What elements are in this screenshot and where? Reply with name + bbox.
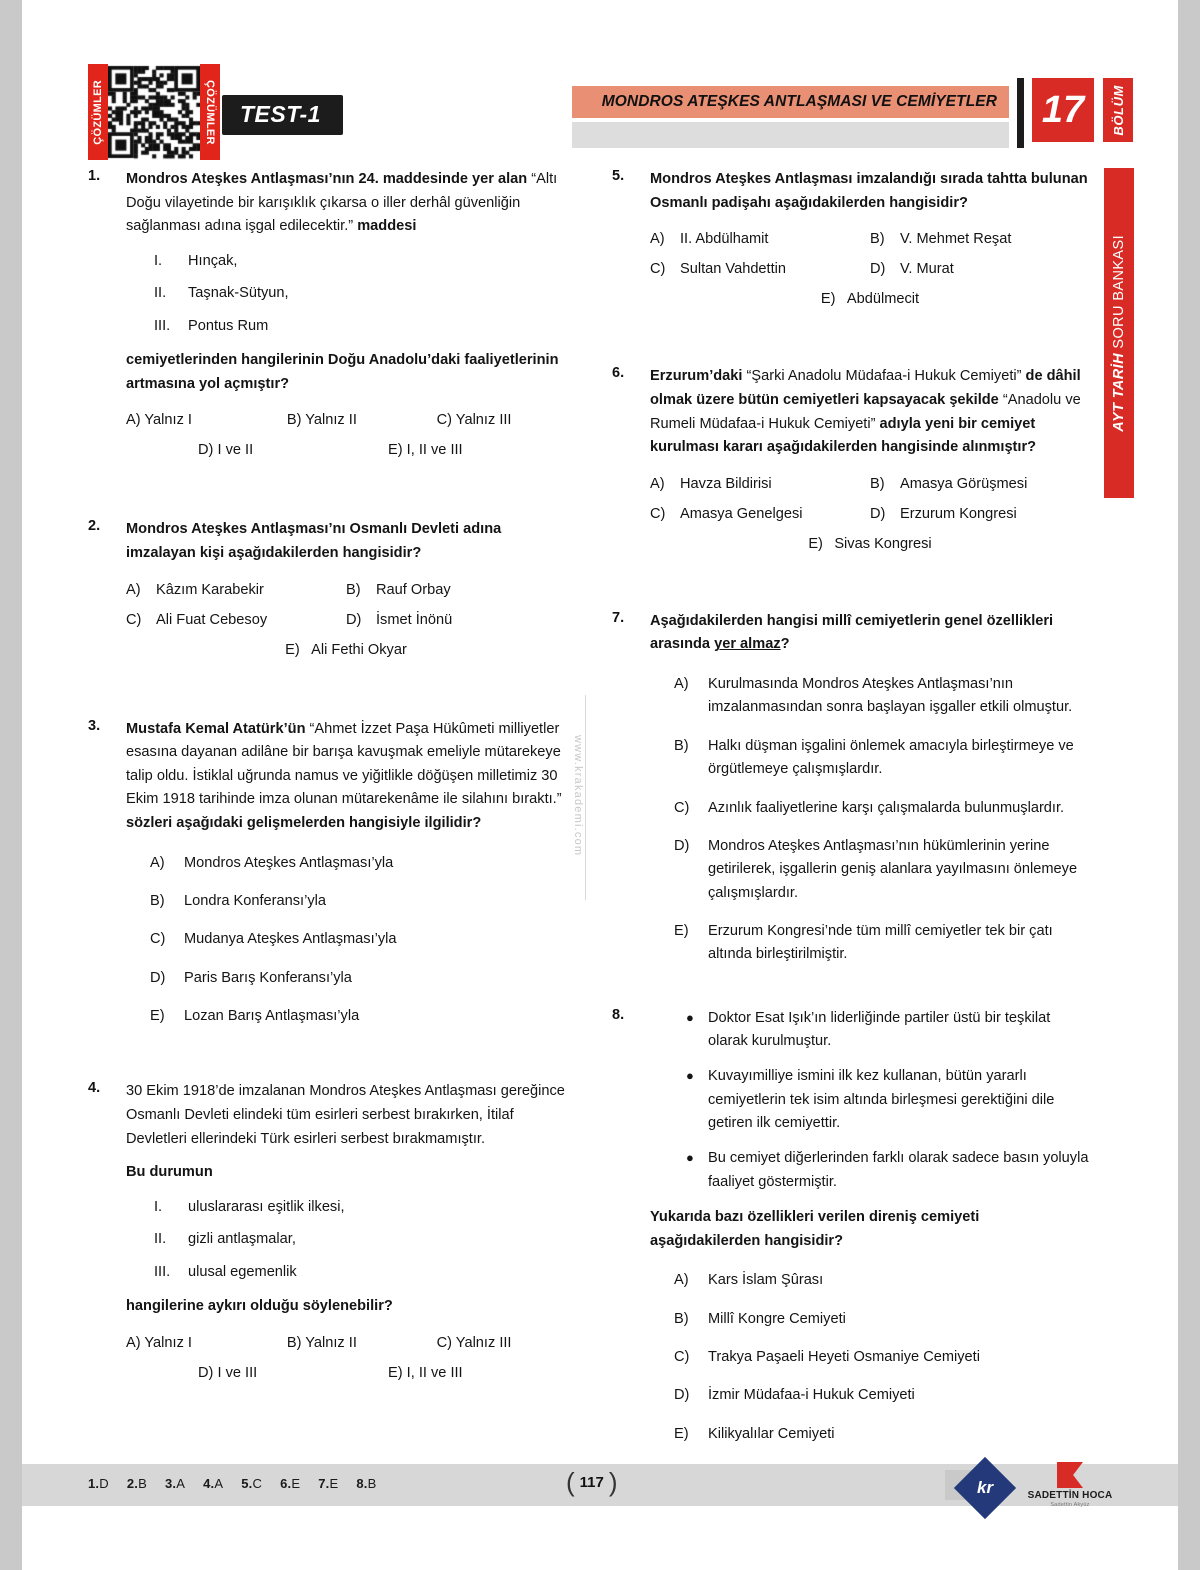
option-B[interactable] [674, 1308, 1090, 1331]
option-label: B) [674, 737, 689, 754]
question-5-stem: Mondros Ateşkes Antlaşması imzalandığı sırada tahtta bulunan Osmanlı padişahı aşağıdakilerden hangisidir? [650, 171, 1088, 211]
option-text: Millî Kongre Cemiyeti [708, 1310, 846, 1327]
option-text: Abdülmecit [846, 291, 920, 308]
option-text: Sivas Kongresi [834, 535, 932, 552]
qr-label-right-text: ÇÖZÜMLER [204, 79, 216, 145]
publisher-subtitle: Sadettin Akyüz [1050, 1502, 1090, 1508]
option-text: V. Mehmet Reşat [900, 231, 1012, 248]
option-text: Erzurum Kongresi’nde tüm millî cemiyetler tek bir çatı altında birleştirilmiştir. [708, 922, 1053, 963]
option-label: D) [870, 505, 886, 522]
option-label: E) [285, 641, 300, 658]
option-D[interactable] [150, 967, 566, 990]
bullet-text: Doktor Esat Işık’ın liderliğinde partiler üstü bir teşkilat olarak kurulmuştur. [708, 1009, 1051, 1049]
page-number-value: 117 [579, 1474, 604, 1492]
option-text: II. Abdülhamit [680, 231, 769, 248]
option-D[interactable] [674, 1384, 1090, 1407]
option-label: C) [436, 1334, 452, 1351]
header-divider [1017, 78, 1024, 148]
question-6-stem: Erzurum’daki “Şarki Anadolu Müdafaa-i Hukuk Cemiyeti” de dâhil olmak üzere bütün cemiyetleri kapsayacak şekilde “Anadolu ve Rumeli Müdafaa-i Hukuk Cemiyeti” adıyla yeni bir cemiyet kurulması kararı aşağıdakilerden hangisinde alınmıştır? [650, 368, 1081, 456]
question-6 [612, 365, 1090, 552]
page-edge-right [1178, 0, 1200, 1570]
option-label: A) [150, 854, 165, 871]
option-B[interactable] [870, 231, 1090, 247]
option-label: D) [870, 261, 886, 278]
option-D[interactable] [674, 835, 1090, 905]
option-label: A) [126, 412, 141, 429]
option-D[interactable] [870, 261, 1090, 277]
option-label: E) [674, 922, 689, 939]
question-8 [612, 1007, 1090, 1446]
question-8-bullet-list [686, 1007, 1090, 1194]
option-B[interactable] [150, 890, 566, 913]
option-label: B) [286, 412, 302, 429]
answer-key [88, 1476, 394, 1491]
option-label: C) [436, 412, 452, 429]
option-text: Yalnız I [144, 412, 192, 429]
roman-numeral: I. [154, 1199, 163, 1215]
roman-text: gizli antlaşmalar, [188, 1231, 296, 1248]
bullet-text: Bu cemiyet diğerlerinden farklı olarak sadece basın yoluyla faaliyet göstermiştir. [708, 1150, 1089, 1190]
option-label: D) [346, 611, 362, 628]
option-label: E) [820, 291, 836, 308]
roman-item [154, 1196, 566, 1219]
option-E[interactable] [388, 442, 463, 458]
question-6-number: 6. [612, 365, 625, 382]
option-text: Yalnız II [305, 412, 357, 429]
page-edge-left [0, 0, 22, 1570]
roman-item [154, 282, 566, 305]
option-label: A) [650, 475, 665, 492]
column-separator [585, 695, 586, 900]
option-E[interactable] [674, 1423, 1090, 1446]
option-label: C) [650, 505, 666, 522]
option-label: E) [808, 535, 823, 552]
question-4-stem-mid: Bu durumun [126, 1164, 213, 1181]
side-tab-rest: SORU BANKASI [1111, 234, 1127, 353]
bullet-dot-icon: ● [686, 1150, 694, 1166]
option-label: C) [674, 1348, 690, 1365]
question-3 [88, 718, 566, 1029]
publisher-mark-icon [1057, 1462, 1083, 1488]
question-2-stem: Mondros Ateşkes Antlaşması’nı Osmanlı Devleti adına imzalayan kişi aşağıdakilerden hangisidir? [126, 521, 502, 561]
test-badge: TEST-1 [222, 95, 343, 135]
answer-key-entry: 3.A [164, 1476, 186, 1491]
option-text: Trakya Paşaeli Heyeti Osmaniye Cemiyeti [708, 1348, 980, 1365]
right-column [612, 168, 1090, 1461]
kr-logo-text: kr [976, 1477, 994, 1497]
question-4-roman-list [154, 1196, 566, 1284]
option-label: E) [388, 1364, 403, 1381]
question-4-number: 4. [88, 1080, 101, 1097]
paren-left: ( [566, 1467, 575, 1497]
roman-numeral: II. [154, 1231, 167, 1248]
bullet-dot-icon: ● [686, 1068, 694, 1084]
option-text: Mondros Ateşkes Antlaşması’yla [184, 854, 394, 871]
option-label: E) [674, 1425, 689, 1442]
option-A[interactable] [150, 852, 566, 875]
qr-code-block[interactable] [88, 64, 220, 160]
header-title-bar [572, 86, 1009, 118]
option-label: D) [150, 969, 166, 986]
question-3-options [126, 852, 566, 1029]
question-8-stem-tail: Yukarıda bazı özellikleri verilen direniş cemiyeti aşağıdakilerden hangisidir? [650, 1208, 980, 1249]
option-C[interactable] [674, 797, 1090, 820]
left-column [88, 168, 566, 1381]
question-4-stem-tail: hangilerine aykırı olduğu söylenebilir? [126, 1298, 393, 1315]
question-4-stem: 30 Ekim 1918’de imzalanan Mondros Ateşkes Antlaşması gereğince Osmanlı Devleti elindeki tüm esirleri serbest bırakırken, İtilaf Devletleri ellerindeki Türk esirleri serbest bırakmamıştır. [126, 1083, 565, 1147]
option-text: Yalnız II [305, 1334, 357, 1351]
qr-label-left-text: ÇÖZÜMLER [92, 79, 104, 145]
question-1-number: 1. [88, 168, 101, 184]
option-E[interactable] [674, 920, 1090, 967]
roman-numeral: I. [154, 252, 163, 269]
option-text: Yalnız I [144, 1334, 192, 1351]
chapter-word-text: BÖLÜM [1110, 84, 1126, 136]
option-label: B) [674, 1310, 689, 1327]
option-text: Yalnız III [455, 412, 512, 429]
option-label: C) [674, 799, 690, 816]
page-number [566, 1467, 618, 1497]
option-label: C) [126, 611, 142, 628]
option-text: Paris Barış Konferansı’yla [184, 969, 352, 986]
option-label: E) [388, 442, 403, 459]
option-A[interactable] [126, 1335, 287, 1351]
option-D[interactable] [346, 612, 566, 628]
roman-text: Pontus Rum [188, 317, 269, 334]
option-text: İzmir Müdafaa-i Hukuk Cemiyeti [708, 1387, 915, 1404]
option-label: B) [286, 1334, 302, 1351]
option-text: Amasya Genelgesi [680, 505, 803, 522]
option-A[interactable] [126, 412, 287, 428]
option-E[interactable] [150, 1005, 566, 1028]
option-label: B) [870, 231, 885, 248]
book-side-tab [1104, 168, 1134, 498]
option-A[interactable] [650, 476, 870, 492]
option-text: İsmet İnönü [376, 611, 453, 628]
option-B[interactable] [346, 582, 566, 598]
roman-item [154, 250, 566, 273]
paren-right: ) [608, 1467, 618, 1497]
question-5 [612, 168, 1090, 307]
answer-key-entry: 6.E [280, 1476, 301, 1491]
option-label: D) [674, 837, 690, 854]
option-text: Londra Konferansı’yla [184, 893, 326, 910]
question-5-number: 5. [612, 168, 625, 184]
question-1-stem: Mondros Ateşkes Antlaşması’nın 24. maddesinde yer alan “Altı Doğu vilayetinde bir karışıklık çıkarsa o iller derhâl güvenliğin sağlanması adına işgal edilecektir.” maddesi [126, 171, 558, 235]
option-D[interactable] [198, 442, 388, 458]
option-label: D) [198, 442, 214, 459]
option-label: A) [126, 581, 141, 598]
option-text: Ali Fethi Okyar [311, 641, 407, 658]
option-label: A) [126, 1334, 141, 1351]
qr-label-left [88, 64, 108, 160]
option-C[interactable] [437, 412, 566, 428]
bullet-item [686, 1147, 1090, 1194]
option-C[interactable] [437, 1335, 566, 1351]
option-text: Sultan Vahdettin [680, 261, 787, 278]
option-text: Havza Bildirisi [680, 475, 772, 492]
option-label: D) [198, 1364, 214, 1381]
option-text: I ve II [217, 442, 254, 459]
option-label: E) [150, 1008, 165, 1025]
question-8-options [650, 1269, 1090, 1446]
option-text: Halkı düşman işgalini önlemek amacıyla birleştirmeye ve örgütlemeye çalışmışlardır. [708, 737, 1074, 778]
option-text: Kâzım Karabekir [156, 581, 264, 598]
page-title: MONDROS ATEŞKES ANTLAŞMASI VE CEMİYETLER [601, 93, 997, 110]
option-E[interactable] [285, 642, 407, 658]
answer-key-entry: 1.D [88, 1476, 109, 1491]
option-C[interactable] [126, 612, 346, 628]
option-text: I, II ve III [406, 442, 463, 459]
roman-text: Hınçak, [188, 252, 238, 269]
bullet-item [686, 1007, 1090, 1054]
question-8-number: 8. [612, 1006, 625, 1023]
bullet-dot-icon: ● [686, 1009, 694, 1025]
option-text: Kars İslam Şûrası [708, 1272, 824, 1289]
option-label: D) [674, 1387, 690, 1404]
option-text: Rauf Orbay [376, 581, 451, 598]
option-text: V. Murat [900, 261, 954, 278]
book-side-tab-text [1111, 235, 1127, 432]
question-6-options [650, 476, 1090, 552]
option-A[interactable] [650, 231, 870, 247]
roman-item [154, 1261, 566, 1284]
page-header [0, 0, 1200, 160]
roman-text: ulusal egemenlik [188, 1263, 297, 1280]
option-C[interactable] [650, 506, 870, 522]
qr-canvas [108, 64, 200, 160]
watermark-url: www.krakademi.com [572, 735, 584, 857]
question-2-number: 2. [88, 518, 101, 535]
roman-numeral: II. [154, 285, 167, 302]
option-B[interactable] [870, 476, 1090, 492]
bullet-item [686, 1065, 1090, 1135]
option-E[interactable] [808, 536, 931, 552]
option-B[interactable] [287, 412, 437, 428]
option-label: A) [674, 1272, 689, 1289]
question-7-number: 7. [612, 609, 625, 626]
option-A[interactable] [126, 582, 346, 598]
roman-numeral: III. [154, 317, 171, 334]
side-tab-bold: AYT TARİH [1111, 352, 1127, 432]
publisher-name: SADETTİN HOCA [1027, 1490, 1113, 1501]
option-text: Mudanya Ateşkes Antlaşması’yla [184, 931, 397, 948]
option-C[interactable] [150, 928, 566, 951]
option-E[interactable] [388, 1365, 463, 1381]
answer-key-entry: 5.C [241, 1476, 263, 1491]
option-text: I, II ve III [406, 1364, 463, 1381]
option-B[interactable] [674, 735, 1090, 782]
option-C[interactable] [650, 261, 870, 277]
question-4-options [126, 1335, 566, 1381]
question-2 [88, 518, 566, 657]
option-text: Lozan Barış Antlaşması’yla [184, 1008, 360, 1025]
answer-key-entry: 2.B [126, 1476, 147, 1491]
bullet-text: Kuvayımilliye ismini ilk kez kullanan, bütün yararlı cemiyetlerin tek isim altında birleşmesi gerektiğini dile getiren ilk cemiyettir. [708, 1068, 1055, 1131]
question-7 [612, 610, 1090, 967]
question-4 [88, 1080, 566, 1380]
roman-numeral: III. [154, 1263, 171, 1280]
question-7-options [650, 673, 1090, 966]
qr-label-right [200, 64, 220, 160]
option-text: Yalnız III [455, 1334, 512, 1351]
roman-text: uluslararası eşitlik ilkesi, [188, 1199, 345, 1215]
option-label: A) [674, 676, 689, 693]
option-text: Erzurum Kongresi [900, 505, 1017, 522]
roman-text: Taşnak-Sütyun, [188, 285, 289, 302]
option-label: B) [346, 581, 361, 598]
roman-item [154, 315, 566, 338]
answer-key-entry: 4.A [203, 1476, 224, 1491]
option-D[interactable] [198, 1365, 388, 1381]
option-A[interactable] [674, 673, 1090, 720]
question-1-options [126, 412, 566, 458]
chapter-number-badge: 17 [1032, 78, 1094, 142]
option-text: Ali Fuat Cebesoy [156, 611, 268, 628]
question-5-options [650, 231, 1090, 307]
question-1-roman-list [154, 250, 566, 338]
answer-key-entry: 8.B [356, 1476, 377, 1491]
option-C[interactable] [674, 1346, 1090, 1369]
question-7-stem: Aşağıdakilerden hangisi millî cemiyetlerin genel özellikleri arasında yer almaz? [650, 612, 1054, 653]
option-text: Mondros Ateşkes Antlaşması’nın hükümlerinin yerine getirilerek, işgallerin geniş alanlara yayılmasını önlemeye çalışmışlardır. [708, 837, 1078, 901]
question-1 [88, 168, 566, 458]
header-grey-bar [572, 122, 1009, 148]
option-E[interactable] [821, 291, 919, 307]
question-3-stem: Mustafa Kemal Atatürk’ün “Ahmet İzzet Paşa Hükûmeti milliyetler esasına dayanan adilâne bir barışa kavuşmak emeliyle mütarekeye talip oldu. İstiklal uğrunda namus ve yiğitlikle döğüşen milletimiz 30 Ekim 1918 tarihinde imza olunan mütarekenâme ile silahını bıraktı.” sözleri aşağıdaki gelişmelerden hangisiyle ilgilidir? [126, 720, 562, 832]
question-3-number: 3. [88, 717, 101, 734]
qr-code-image[interactable] [108, 64, 200, 160]
option-D[interactable] [870, 506, 1090, 522]
option-A[interactable] [674, 1269, 1090, 1292]
question-1-stem-tail: cemiyetlerinden hangilerinin Doğu Anadolu’daki faaliyetlerinin artmasına yol açmıştır? [126, 351, 559, 392]
answer-key-entry: 7.E [318, 1476, 339, 1491]
chapter-word-badge [1103, 78, 1133, 142]
option-B[interactable] [287, 1335, 437, 1351]
option-text: I ve III [217, 1364, 258, 1381]
option-label: C) [650, 261, 666, 278]
option-label: B) [870, 475, 885, 492]
option-text: Kilikyalılar Cemiyeti [708, 1425, 835, 1442]
option-text: Kurulmasında Mondros Ateşkes Antlaşması’nın imzalanmasından sonra başlayan işgaller etkili olmuştur. [708, 676, 1073, 716]
option-text: Azınlık faaliyetlerine karşı çalışmalarda bulunmuşlardır. [708, 799, 1065, 816]
option-text: Amasya Görüşmesi [900, 475, 1028, 492]
option-label: B) [150, 893, 165, 910]
roman-item [154, 1228, 566, 1251]
question-2-options [126, 582, 566, 658]
option-label: A) [650, 231, 665, 248]
option-label: C) [150, 931, 166, 948]
publisher-logo [1022, 1462, 1118, 1508]
